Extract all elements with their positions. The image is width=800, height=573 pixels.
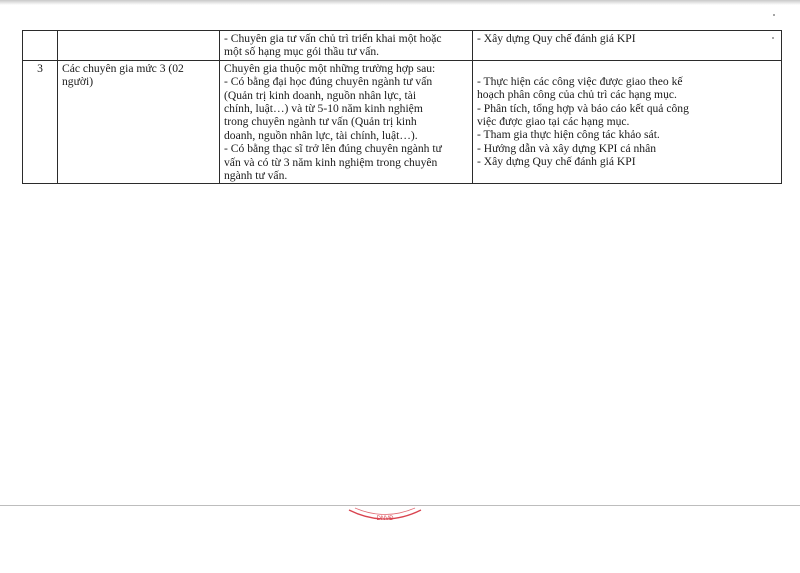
requirement-line: - Có bằng đại học đúng chuyên ngành tư vấn — [224, 75, 433, 89]
staffing-table — [22, 30, 782, 184]
tasks-cell — [473, 60, 782, 184]
spacer — [477, 62, 777, 75]
task-line: việc được giao tại các hạng mục. — [477, 115, 630, 129]
task-line: - Xây dựng Quy chế đánh giá KPI — [477, 155, 636, 169]
task-line: - Hướng dẫn và xây dựng KPI cá nhân — [477, 141, 657, 155]
expert-name-cell — [58, 31, 220, 61]
expert-name-line: người) — [62, 75, 94, 89]
expert-name-line: Các chuyên gia mức 3 (02 — [62, 61, 184, 75]
requirement-line: trong chuyên ngành tư vấn (Quản trị kinh — [224, 115, 417, 129]
requirement-line: một số hạng mục gói thầu tư vấn. — [224, 45, 380, 59]
row-number-cell: 3 — [23, 60, 58, 184]
requirements-cell — [220, 60, 473, 184]
table-row — [23, 31, 782, 61]
requirement-line: - Chuyên gia tư vấn chủ trì triển khai một hoặc — [224, 32, 442, 45]
requirement-line: chính, luật…) và từ 5-10 năm kinh nghiệm — [224, 102, 423, 116]
requirement-line: doanh, nguồn nhân lực, tài chính, luật…). — [224, 128, 418, 142]
requirement-line: Chuyên gia thuộc một những trường hợp sau: — [224, 61, 436, 75]
task-line: - Phân tích, tổng hợp và báo cáo kết quả công — [477, 101, 689, 115]
requirement-line: vấn và có từ 3 năm kinh nghiệm trong chuyên — [224, 155, 438, 169]
requirement-line: ngành tư vấn. — [224, 169, 288, 183]
stamp-text: DNVĐ — [376, 516, 394, 522]
seal-stamp-icon — [345, 506, 425, 530]
requirements-cell — [220, 31, 473, 61]
requirement-line: - Có bằng thạc sĩ trở lên đúng chuyên ngành tư — [224, 142, 442, 156]
task-line: - Tham gia thực hiện công tác khảo sát. — [477, 128, 660, 142]
table-row — [23, 60, 782, 184]
scan-speck — [773, 14, 775, 16]
task-line: hoạch phân công của chủ trì các hạng mục. — [477, 88, 677, 102]
task-line: - Xây dựng Quy chế đánh giá KPI — [477, 32, 636, 45]
expert-name-cell — [58, 60, 220, 184]
row-number-cell — [23, 31, 58, 61]
requirement-line: (Quản trị kinh doanh, nguồn nhân lực, tài — [224, 88, 417, 102]
scan-top-edge — [0, 0, 800, 5]
scan-speck — [772, 37, 774, 39]
task-line: - Thực hiện các công việc được giao theo kế — [477, 74, 683, 88]
tasks-cell — [473, 31, 782, 61]
